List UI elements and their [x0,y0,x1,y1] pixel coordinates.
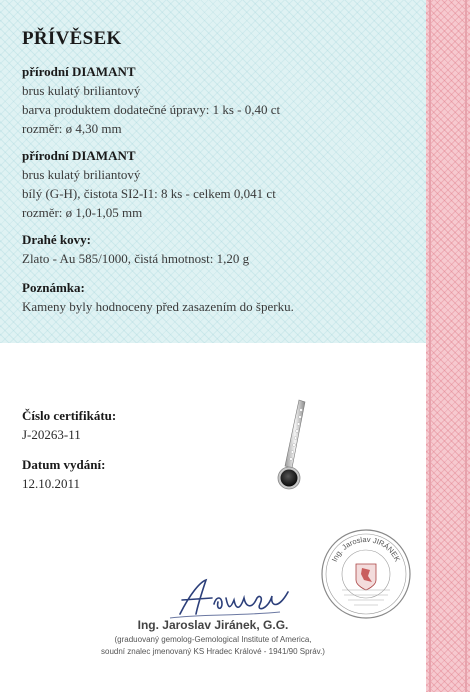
metals-text: Zlato - Au 585/1000, čistá hmotnost: 1,20 g [22,251,250,266]
note-text: Kameny byly hodnoceny před zasazením do šperku. [22,299,294,314]
stone-line: brus kulatý briliantový [22,83,141,98]
certificate-number: J-20263-11 [22,427,81,442]
certificate-number-block [22,406,116,444]
note-heading: Poznámka: [22,280,85,295]
stone-heading: přírodní DIAMANT [22,148,136,163]
metals-heading: Drahé kovy: [22,232,91,247]
signatory-title-line1: (graduovaný gemolog-Gemological Institute of America, [114,635,312,644]
issue-date: 12.10.2011 [22,476,81,491]
pendant-photo [268,396,318,506]
issue-date-label: Datum vydání: [22,457,106,472]
stone-line: barva produktem dodatečné úpravy: 1 ks - 0,40 ct [22,102,281,117]
stone-heading: přírodní DIAMANT [22,64,136,79]
signatory-name: Ing. Jaroslav Jiránek, G.G. [137,618,289,632]
signature [160,574,300,622]
page-title: PŘÍVĚSEK [22,28,122,49]
issue-date-block [22,455,105,493]
stone-line: bílý (G-H), čistota SI2-I1: 8 ks - celkem 0,041 ct [22,186,276,201]
note-block [22,278,294,316]
signatory-title-line2: soudní znalec jmenovaný KS Hradec Králové - 1941/90 Správ.) [101,647,325,656]
stone-line: rozměr: ø 4,30 mm [22,121,122,136]
official-stamp [320,528,412,620]
stone-block-1 [22,62,280,138]
metals-block [22,230,249,268]
decorative-border [426,0,470,692]
stone-line: brus kulatý briliantový [22,167,141,182]
stone-block-2 [22,146,276,222]
certificate-number-label: Číslo certifikátu: [22,408,117,423]
stone-line: rozměr: ø 1,0-1,05 mm [22,205,143,220]
stamp-text: Ing. Jaroslav JIRÁNEK [329,534,403,564]
